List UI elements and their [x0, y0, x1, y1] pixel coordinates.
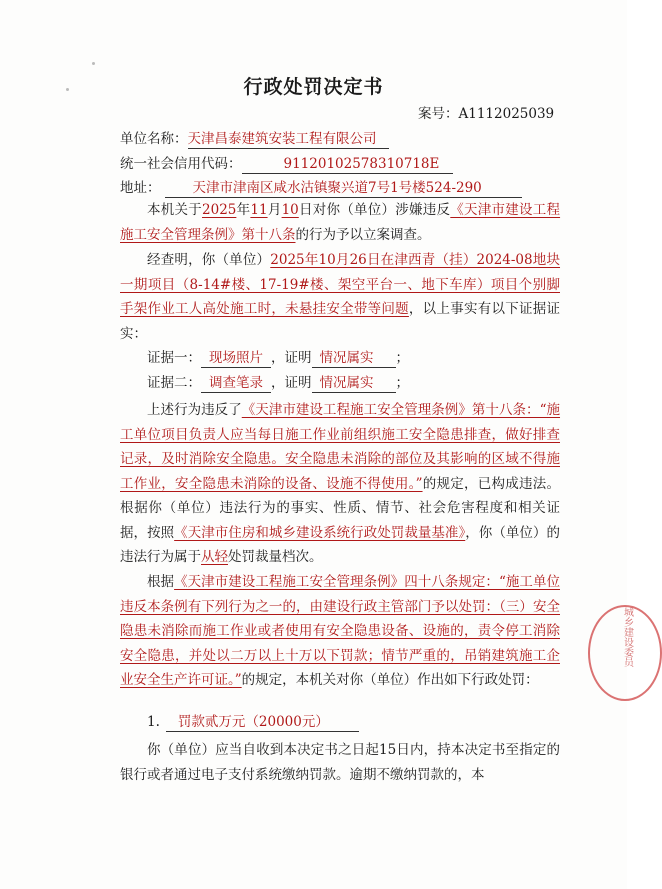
violated-regulation: 《天津市建设工程施工安全管理条例》第十八条: [120, 202, 561, 243]
paragraph-findings: [120, 248, 560, 346]
evidence-label: 证据一：: [147, 350, 201, 366]
discretion-standard: 《天津市住房和城乡建设系统行政处罚裁量基准》: [174, 524, 466, 541]
case-number: 案号：A1112025039: [418, 106, 555, 122]
penalty-level: 从轻: [201, 549, 228, 565]
seal-text: 城乡建设委员: [621, 607, 633, 667]
evidence-text: ；: [395, 375, 409, 391]
p2-text: ，以上事实有以下证据证实：: [120, 301, 561, 342]
p4-text: 的规定，本机关对你（单位）作出如下行政处罚：: [241, 672, 539, 688]
p5-text: 你（单位）应当自收到本决定书之日起15日内，持本决定书至指定的银行或者通过电子支付系统缴纳罚款。逾期不缴纳罚款的，本: [120, 742, 560, 783]
filing-year: 2025: [202, 202, 237, 218]
unit-name-value: 天津昌泰建筑安装工程有限公司: [188, 130, 389, 149]
credit-code-row: [120, 154, 453, 174]
p3-text: 的规定，已构成违法。根据你（单位）违法行为的事实、性质、情节、社会危害程度和相关证据，按照: [120, 475, 560, 541]
address-value: 天津市津南区咸水沽镇聚兴道7号1号楼524-290: [165, 179, 522, 198]
official-seal: [588, 605, 662, 701]
document-title: 行政处罚决定书: [243, 76, 384, 98]
p1-text: 日对你（单位）涉嫌违反: [298, 202, 451, 218]
violation-facts: 2025年10月26日在津西青（挂）2024-08地块一期项目（8-14#楼、17-19#楼、架空平台一、地下车库）项目个别脚手架作业工人高处施工时，未悬挂安全带等问题: [120, 252, 561, 317]
evidence-2: [147, 373, 409, 393]
p1-text: 月: [267, 202, 282, 218]
penalty-clause-text: 《天津市建设工程施工安全管理条例》四十八条规定：“施工单位违反本条例有下列行为之一的，由建设行政主管部门予以处罚：（三）安全隐患未消除而施工作业或者使用有安全隐患设备、设施的，责令停工消除安全隐患，并处以二万以上十万以下罚款；情节严重的，吊销建筑施工企业安全生产许可证。”: [120, 574, 560, 688]
paragraph-legal-basis: [120, 570, 560, 693]
violated-clause-text: 《天津市建设工程施工安全管理条例》第十八条：“施工单位项目负责人应当每日施工作业前组织施工安全隐患排查，做好排查记录，及时消除安全隐患。安全隐患未消除的部位及其影响的区域不得施工作业，安全隐患未消除的设备、设施不得使用。”: [120, 402, 561, 492]
evidence-1: [147, 348, 409, 368]
credit-code-value: 91120102578310718E: [242, 155, 454, 174]
evidence-label: 证据二：: [147, 375, 201, 391]
evidence-text: ；: [395, 350, 409, 366]
scan-speck: [92, 62, 95, 65]
paragraph-payment: [120, 738, 560, 787]
unit-name-row: [120, 129, 389, 149]
evidence-text: ，证明: [271, 350, 312, 366]
filing-day: 10: [281, 202, 299, 218]
p2-text: 经查明，你（单位）: [147, 252, 271, 268]
credit-code-label: 统一社会信用代码：: [120, 156, 242, 172]
p1-text: 年: [236, 202, 251, 218]
penalty-amount: 罚款贰万元（20000元）: [166, 713, 359, 732]
evidence-item: 调查笔录: [201, 374, 271, 393]
filing-month: 11: [250, 202, 268, 218]
address-label: 地址：: [120, 180, 161, 196]
paragraph-violation: [120, 398, 560, 570]
p1-text: 本机关于: [147, 202, 203, 218]
penalty-item: [147, 712, 359, 732]
penalty-number: 1.: [147, 714, 160, 730]
p3-text: 上述行为违反了: [147, 402, 242, 418]
evidence-item: 现场照片: [201, 349, 271, 368]
p1-text: 的行为予以立案调查。: [295, 226, 431, 243]
p3-text: 处罚裁量档次。: [228, 549, 323, 565]
address-row: [120, 178, 522, 198]
paragraph-case-filing: [120, 198, 560, 247]
unit-name-label: 单位名称：: [120, 131, 188, 147]
p3-text: ，你（单位）的违法行为属于: [120, 524, 560, 565]
evidence-text: ，证明: [271, 375, 312, 391]
evidence-proves: 情况属实: [312, 374, 396, 393]
p4-text: 根据: [147, 574, 175, 590]
evidence-proves: 情况属实: [312, 349, 396, 368]
